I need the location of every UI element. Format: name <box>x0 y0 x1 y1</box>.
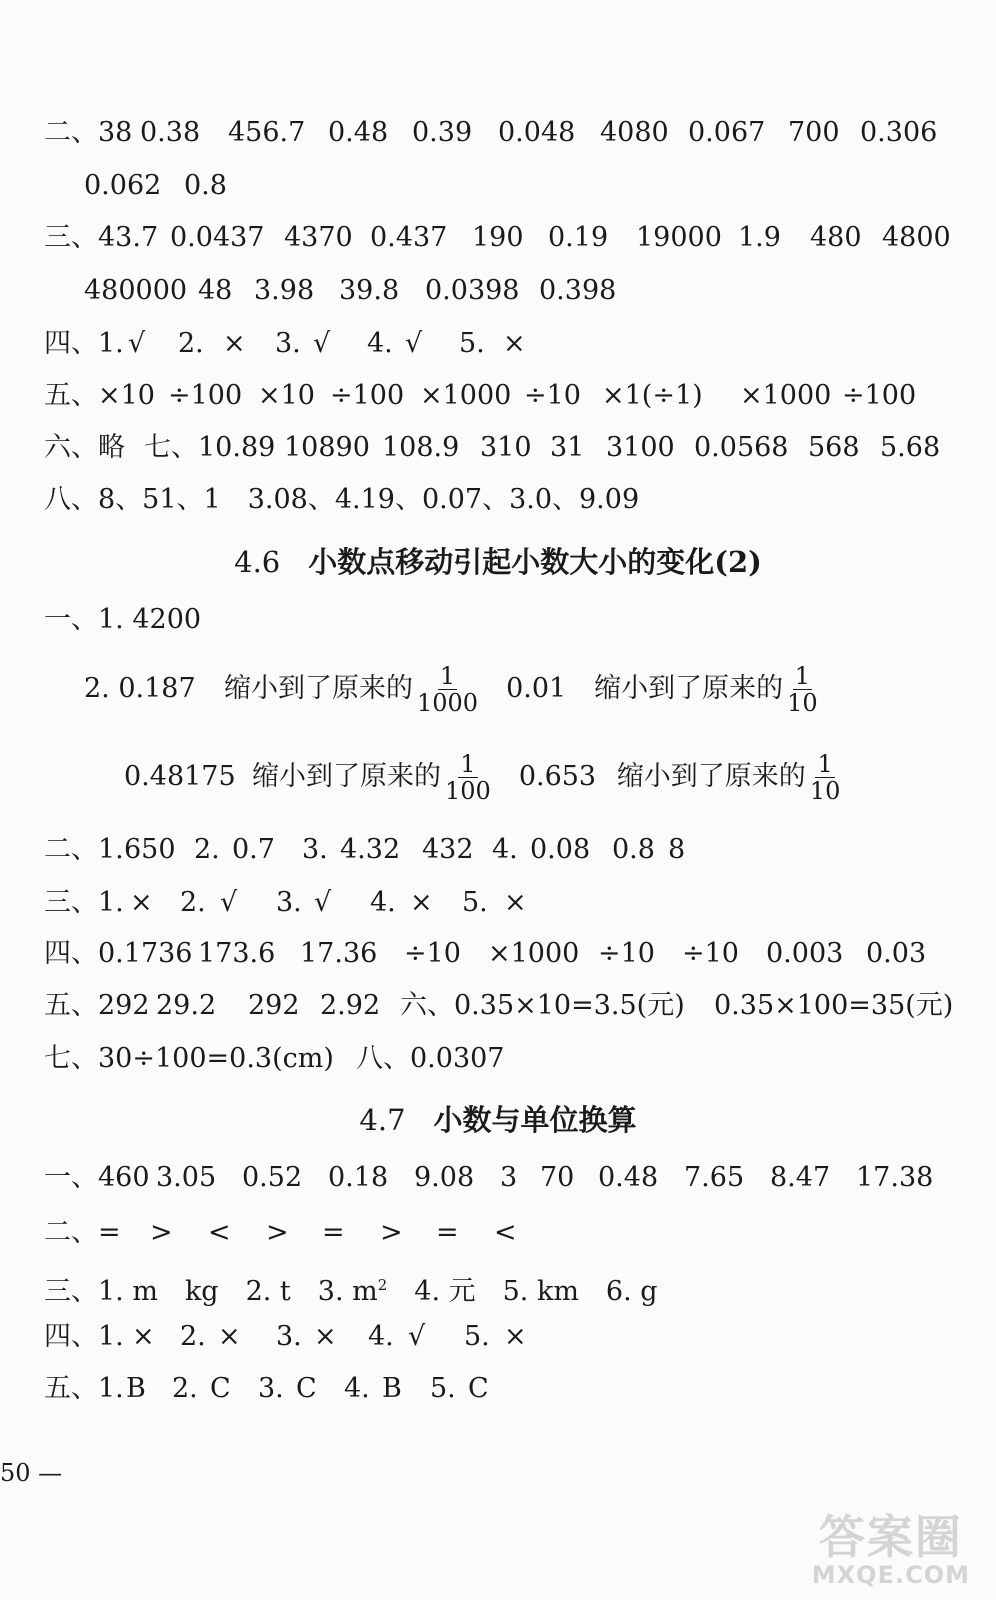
answer-item: ×1000 <box>420 380 512 411</box>
answer-item: 4. <box>370 887 396 918</box>
answer-item: 3. <box>276 887 302 918</box>
answer-text: 缩小到了原来的 <box>224 673 413 704</box>
answer-item: 4. <box>368 1321 394 1352</box>
page-number: 50 — <box>0 1459 63 1487</box>
answer-item: 70 <box>540 1162 575 1193</box>
answer-item: = <box>436 1217 459 1248</box>
answer-line-3 <box>44 221 951 255</box>
watermark-logo-text: 答案圈 <box>818 1510 963 1564</box>
answer-item: ÷10 <box>404 938 461 969</box>
answer-item: 19000 <box>636 222 722 253</box>
answer-item: 456.7 <box>228 117 306 148</box>
answer-item: ÷10 <box>682 938 739 969</box>
section-number: 4.7 <box>359 1103 406 1137</box>
answer-line-4 <box>44 937 926 971</box>
answer-item: 0.38 <box>140 117 201 148</box>
answer-item: 0.19 <box>548 222 609 253</box>
answer-item: 3. <box>258 1373 284 1404</box>
answer-item: 0.39 <box>412 117 473 148</box>
answer-item: 六、0.35×10=3.5(元) <box>400 990 685 1021</box>
denominator: 10 <box>787 689 818 717</box>
answer-text: 缩小到了原来的 <box>594 673 784 704</box>
answer-line-5 <box>44 379 916 413</box>
answer-item: 4370 <box>284 222 353 253</box>
answer-item: 0.398 <box>539 275 617 306</box>
answer-item: ÷100 <box>842 380 917 411</box>
answer-item: 4. 元 5. km 6. g <box>387 1276 658 1307</box>
answer-item: 4. <box>367 328 393 359</box>
answer-item: 0.048 <box>498 117 576 148</box>
answer-item: 0.067 <box>688 117 766 148</box>
answer-item: 1.9 <box>738 222 781 253</box>
answer-mark: √ <box>220 887 238 918</box>
answer-item: 9.08 <box>414 1162 475 1193</box>
answer-item: 六、略 <box>44 432 125 463</box>
section-title: 小数与单位换算 <box>433 1103 637 1137</box>
answer-item: 一、460 <box>44 1162 150 1193</box>
answer-item: 4080 <box>600 117 669 148</box>
answer-item: > <box>266 1217 289 1248</box>
answer-item: ÷100 <box>168 380 243 411</box>
answer-line-1-2 <box>84 664 820 715</box>
answer-item: 五、×10 <box>44 380 155 411</box>
numerator: 1 <box>794 662 810 690</box>
answer-line-2 <box>44 116 937 150</box>
answer-mark: × <box>504 1321 527 1352</box>
answer-line-8 <box>44 483 639 517</box>
answer-item: 四、1. <box>44 1321 124 1352</box>
answer-item: ÷100 <box>330 380 405 411</box>
answer-item: 173.6 <box>198 938 276 969</box>
answer-item: 5. <box>462 887 488 918</box>
answer-item: 四、1. <box>44 328 124 359</box>
answer-mark: √ <box>408 1321 426 1352</box>
answer-item: 五、292 <box>44 990 150 1021</box>
answer-item: 3100 <box>606 432 675 463</box>
watermark <box>812 1512 970 1588</box>
answer-mark: × <box>130 887 153 918</box>
answer-line-6-7 <box>44 431 940 465</box>
answer-item: 4. <box>492 834 518 865</box>
answer-item: ÷10 <box>598 938 655 969</box>
answer-item: > <box>150 1217 173 1248</box>
answer-text: 缩小到了原来的 <box>616 761 806 792</box>
answer-item: 0.01 <box>506 673 567 704</box>
answer-line-2-cont <box>84 169 227 203</box>
answer-text: 缩小到了原来的 <box>252 761 441 792</box>
answer-mark: √ <box>314 887 332 918</box>
answer-item: 17.38 <box>856 1162 934 1193</box>
answer-line-2 <box>44 833 685 867</box>
answer-item: < <box>208 1217 231 1248</box>
answer-item: 0.48 <box>328 117 389 148</box>
answer-line-2 <box>44 1216 517 1250</box>
answer-mark: × <box>504 887 527 918</box>
answer-item: 2. 0.187 <box>84 673 196 704</box>
answer-item: 2. <box>180 1321 206 1352</box>
answer-item: 4.32 <box>340 834 401 865</box>
section-number: 4.6 <box>234 545 281 579</box>
answer-mark: B <box>382 1373 402 1404</box>
answer-item: 0.0568 <box>694 432 789 463</box>
answer-item: 0.03 <box>866 938 927 969</box>
answer-item: 2. <box>180 887 206 918</box>
answer-item: 八、8、51、1 3.08、4.19、0.07、3.0、9.09 <box>44 484 640 515</box>
answer-item: 3.05 <box>156 1162 217 1193</box>
answer-item: 48 <box>198 275 233 306</box>
answer-line-7-8 <box>44 1042 504 1076</box>
answer-item: 二、= <box>44 1217 121 1248</box>
fraction <box>785 664 820 715</box>
answer-item: 一、1. 4200 <box>44 604 202 635</box>
answer-item: 10890 <box>284 432 370 463</box>
answer-item: 0.8 <box>184 170 227 201</box>
answer-item: 3.98 <box>254 275 315 306</box>
answer-item: 三、1. <box>44 887 124 918</box>
answer-line-1 <box>44 1161 933 1195</box>
answer-line-4 <box>44 327 526 361</box>
answer-item: 0.306 <box>860 117 938 148</box>
answer-item: 2.92 <box>320 990 381 1021</box>
answer-item: 2. <box>194 834 220 865</box>
answer-item: 二、1. <box>44 834 124 865</box>
answer-item: 5. <box>459 328 485 359</box>
answer-item: 108.9 <box>382 432 460 463</box>
answer-item: = <box>322 1217 345 1248</box>
answer-mark: √ <box>405 328 423 359</box>
answer-item: 3. <box>275 328 301 359</box>
answer-item: 三、1. m kg 2. t 3. m <box>44 1276 378 1307</box>
answer-mark: √ <box>313 328 331 359</box>
answer-item: 七、10.89 <box>144 432 276 463</box>
answer-item: 5.68 <box>880 432 941 463</box>
answer-mark: C <box>210 1373 231 1404</box>
answer-item: < <box>494 1217 517 1248</box>
answer-mark: √ <box>128 328 146 359</box>
answer-item: 0.062 <box>84 170 162 201</box>
answer-item: ×10 <box>258 380 315 411</box>
answer-item: ×1(÷1) <box>602 380 703 411</box>
answer-item: 0.003 <box>766 938 844 969</box>
answer-item: ×1000 <box>488 938 580 969</box>
answer-item: 650 <box>124 834 176 865</box>
numerator: 1 <box>817 750 833 778</box>
answer-item: 0.437 <box>370 222 448 253</box>
answer-item: 0.0437 <box>170 222 265 253</box>
answer-item: 4. <box>344 1373 370 1404</box>
answer-mark: B <box>126 1373 146 1404</box>
answer-item: 八、0.0307 <box>356 1043 505 1074</box>
fraction <box>808 752 843 803</box>
watermark-url: MXQE.COM <box>811 1561 970 1589</box>
answer-item: 190 <box>472 222 524 253</box>
answer-line-1-2-cont <box>124 752 842 803</box>
answer-item: 0.48 <box>598 1162 659 1193</box>
answer-item: 四、0.1736 <box>44 938 193 969</box>
answer-item: 8.47 <box>770 1162 831 1193</box>
answer-mark: × <box>410 887 433 918</box>
answer-item: 5. <box>464 1321 490 1352</box>
answer-item: 310 <box>480 432 532 463</box>
answer-item: 432 <box>422 834 474 865</box>
answer-mark: × <box>132 1321 155 1352</box>
answer-item: 2. <box>172 1373 198 1404</box>
answer-line-3-cont <box>84 274 616 308</box>
answer-item: 0.0398 <box>425 275 520 306</box>
answer-item: 0.08 <box>530 834 591 865</box>
denominator: 100 <box>445 777 491 805</box>
answer-item: 七、30÷100=0.3(cm) <box>44 1043 334 1074</box>
answer-item: 二、38 <box>44 117 133 148</box>
answer-mark: C <box>468 1373 489 1404</box>
answer-mark: C <box>296 1373 317 1404</box>
answer-item: 31 <box>550 432 585 463</box>
answer-item: 568 <box>808 432 860 463</box>
answer-item: 3 <box>500 1162 518 1193</box>
answer-item: 292 <box>248 990 300 1021</box>
answer-item: 39.8 <box>339 275 400 306</box>
answer-item: 700 <box>788 117 840 148</box>
answer-item: 17.36 <box>300 938 378 969</box>
answer-mark: × <box>218 1321 241 1352</box>
denominator: 1000 <box>417 689 479 717</box>
answer-item: 三、43.7 <box>44 222 159 253</box>
numerator: 1 <box>439 662 456 690</box>
answer-item: 480 <box>810 222 862 253</box>
answer-item: 0.18 <box>328 1162 389 1193</box>
answer-item: 0.8 <box>612 834 655 865</box>
answer-mark: × <box>223 328 246 359</box>
answer-item: 0.48175 <box>124 761 236 792</box>
superscript: 2 <box>377 1276 388 1294</box>
answer-item: 0.653 <box>518 761 597 792</box>
numerator: 1 <box>460 750 476 778</box>
answer-item: 3. <box>302 834 328 865</box>
answer-mark: × <box>503 328 526 359</box>
answer-item: > <box>380 1217 403 1248</box>
section-heading-4-7 <box>0 1102 996 1138</box>
answer-item: 8 <box>668 834 686 865</box>
answer-item: 480000 <box>84 275 188 306</box>
answer-item: 5. <box>430 1373 456 1404</box>
answer-item: 0.35×100=35(元) <box>714 990 954 1021</box>
fraction <box>443 752 493 803</box>
answer-item: 7.65 <box>684 1162 745 1193</box>
answer-mark: × <box>314 1321 337 1352</box>
answer-item: ÷10 <box>524 380 581 411</box>
answer-line-1 <box>44 603 201 637</box>
answer-item: 五、1. <box>44 1373 124 1404</box>
answer-line-3 <box>44 1268 658 1309</box>
answer-item: 0.52 <box>242 1162 303 1193</box>
answer-item: 3. <box>276 1321 302 1352</box>
answer-line-4 <box>44 1320 527 1354</box>
section-heading-4-6 <box>0 544 996 580</box>
section-title: 小数点移动引起小数大小的变化(2) <box>308 545 762 579</box>
denominator: 10 <box>809 777 841 805</box>
answer-item: 29.2 <box>156 990 217 1021</box>
answer-item: ×1000 <box>740 380 832 411</box>
answer-item: 0.7 <box>232 834 275 865</box>
fraction <box>415 664 480 715</box>
answer-item: 2. <box>178 328 204 359</box>
answer-item: 4800 <box>882 222 951 253</box>
answer-line-5 <box>44 1372 489 1406</box>
answer-line-5-6 <box>44 989 953 1023</box>
answer-line-3 <box>44 886 527 920</box>
